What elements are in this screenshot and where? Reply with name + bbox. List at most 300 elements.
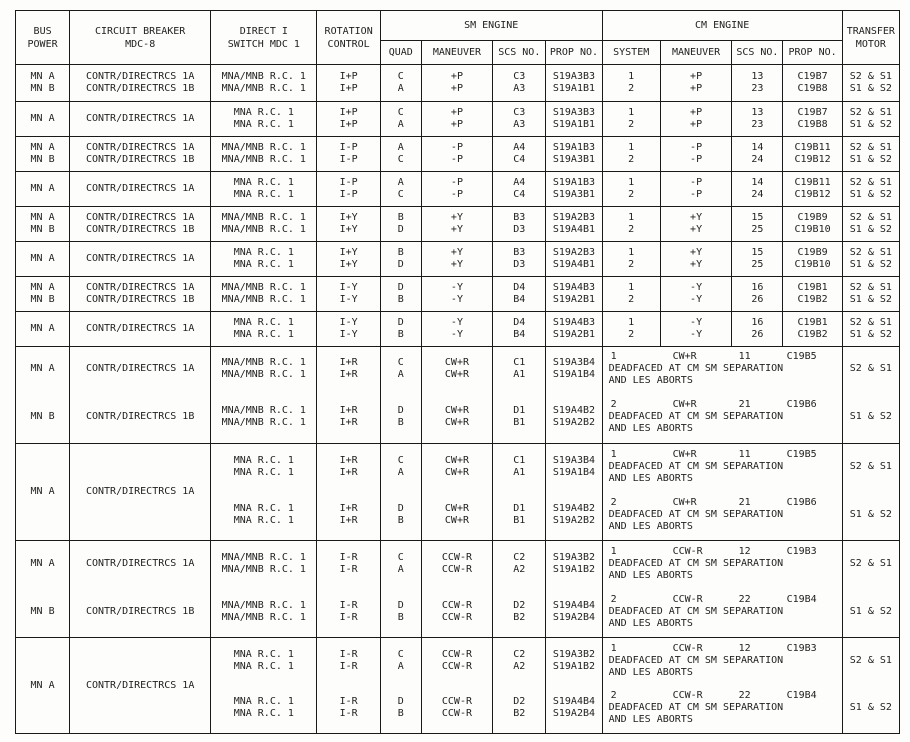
direct-switch-cell <box>211 207 317 242</box>
transfer-motor-cell <box>842 347 899 392</box>
cell-line: CW+R <box>444 515 469 527</box>
cell-line: S1 & S2 <box>849 294 892 305</box>
sm-prop-cell <box>546 102 602 137</box>
cm-sys-value: 1 <box>610 351 617 363</box>
sm-prop-cell <box>546 347 602 392</box>
deadfaced-note: DEADFACED AT CM SM SEPARATION <box>608 461 784 473</box>
cell-line: 13 <box>751 107 764 118</box>
cell-line: 25 <box>751 259 764 270</box>
cell-line: S2 & S1 <box>849 107 892 118</box>
cell-line: B <box>397 708 404 720</box>
cell-line: 1 <box>628 71 635 82</box>
cm-scs-cell <box>732 137 783 172</box>
cell-line: CONTR/DIRECTRCS 1A <box>85 282 195 293</box>
table-row <box>16 588 900 638</box>
cell-line: I-R <box>339 660 358 672</box>
direct-switch-cell <box>211 491 317 541</box>
direct-switch-cell <box>211 65 317 102</box>
cell-line: D <box>397 696 404 708</box>
cell-line: MN A <box>30 71 55 82</box>
cell-line: 2 <box>628 259 635 270</box>
sm-prop-cell <box>546 312 602 347</box>
cell-line: CCW-R <box>441 648 472 660</box>
sm-maneuver-cell <box>421 392 493 444</box>
rotation-control-cell <box>317 541 380 588</box>
cell-line: A4 <box>513 177 526 188</box>
deadfaced-note: AND LES ABORTS <box>608 521 693 533</box>
cell-line: 14 <box>751 142 764 153</box>
sm-maneuver-cell <box>421 102 493 137</box>
cell-line: 14 <box>751 177 764 188</box>
sm-scs-cell <box>493 638 546 684</box>
cm-scs-cell <box>732 242 783 277</box>
cell-line: S1 & S2 <box>849 83 892 94</box>
cell-line: I-R <box>339 696 358 708</box>
cell-line: MNA R.C. 1 <box>233 696 294 708</box>
cm-maneuver-cell <box>660 242 732 277</box>
cell-line: 2 <box>628 119 635 130</box>
table-row <box>16 392 900 444</box>
cell-line: S19A3B4 <box>552 357 596 369</box>
cm-prop-cell <box>783 172 842 207</box>
sm-scs-cell <box>493 347 546 392</box>
cell-line: C19B2 <box>797 329 828 340</box>
cell-line: 1 <box>628 142 635 153</box>
cell-line: MNA/MNB R.C. 1 <box>221 83 306 94</box>
cell-line: S19A2B2 <box>552 417 596 429</box>
cell-line: C1 <box>513 455 526 467</box>
cell-line: I+R <box>339 417 358 429</box>
bus-power-cell <box>16 312 70 347</box>
cm-scs-value: 12 <box>738 642 751 654</box>
direct-switch-cell <box>211 312 317 347</box>
cell-line: 26 <box>751 294 764 305</box>
transfer-motor-cell <box>842 588 899 638</box>
cell-line: 23 <box>751 83 764 94</box>
sm-prop-cell <box>546 541 602 588</box>
cell-line: C <box>397 189 404 200</box>
sm-scs-cell <box>493 491 546 541</box>
cell-line: C4 <box>513 154 526 165</box>
cm-prop-cell <box>783 242 842 277</box>
direct-switch-cell <box>211 444 317 491</box>
header-transfer-motor: TRANSFER MOTOR <box>842 11 899 65</box>
cm-prop-value: C19B5 <box>786 351 817 363</box>
cm-maneuver-cell <box>660 172 732 207</box>
deadfaced-note: DEADFACED AT CM SM SEPARATION <box>608 606 784 618</box>
cell-line: MN A <box>30 363 55 375</box>
cell-line: D1 <box>513 503 526 515</box>
sm-quad-cell <box>380 137 421 172</box>
bus-power-cell <box>16 137 70 172</box>
cell-line: MNA R.C. 1 <box>233 503 294 515</box>
direct-switch-cell <box>211 347 317 392</box>
cell-line: I+Y <box>339 247 358 258</box>
sm-scs-cell <box>493 277 546 312</box>
cell-line: MNA R.C. 1 <box>233 107 294 118</box>
cm-channel-line <box>609 449 840 461</box>
cell-line: D3 <box>513 224 526 235</box>
cell-line: MN B <box>30 606 55 618</box>
cell-line: 26 <box>751 329 764 340</box>
circuit-breaker-cell <box>70 172 211 207</box>
cell-line: D <box>397 317 404 328</box>
table-row <box>16 65 900 102</box>
cell-line: -P <box>450 142 463 153</box>
sm-scs-cell <box>493 65 546 102</box>
transfer-motor-cell <box>842 638 899 684</box>
cm-system-cell <box>602 312 660 347</box>
cell-line: CONTR/DIRECTRCS 1A <box>85 558 195 570</box>
cell-line: B1 <box>513 417 526 429</box>
cell-line: CONTR/DIRECTRCS 1B <box>85 83 195 94</box>
cm-scs-value: 11 <box>738 351 751 363</box>
cell-line: 15 <box>751 247 764 258</box>
table-row <box>16 541 900 588</box>
direct-switch-cell <box>211 102 317 137</box>
cell-line: S19A3B3 <box>552 107 596 118</box>
cell-line: S19A2B2 <box>552 515 596 527</box>
sm-prop-cell <box>546 137 602 172</box>
cell-line: S2 & S1 <box>849 247 892 258</box>
circuit-breaker-cell <box>70 444 211 541</box>
cm-man-value: CCW-R <box>672 642 703 654</box>
sm-quad-cell <box>380 347 421 392</box>
cell-line: I+R <box>339 405 358 417</box>
cell-line: CONTR/DIRECTRCS 1B <box>85 606 195 618</box>
cell-line: S19A1B1 <box>552 83 596 94</box>
cell-line: S19A4B3 <box>552 317 596 328</box>
cell-line: CW+R <box>444 405 469 417</box>
cell-line: S1 & S2 <box>849 259 892 270</box>
cm-scs-cell <box>732 207 783 242</box>
cell-line: D1 <box>513 405 526 417</box>
sm-maneuver-cell <box>421 444 493 491</box>
deadfaced-note: AND LES ABORTS <box>608 570 693 582</box>
bus-power-cell <box>16 444 70 541</box>
cm-prop-cell <box>783 102 842 137</box>
sm-quad-cell <box>380 242 421 277</box>
cell-line: MN A <box>30 282 55 293</box>
cell-line: I-P <box>339 177 358 188</box>
cell-line: CW+R <box>444 503 469 515</box>
cell-line: -P <box>450 189 463 200</box>
cell-line: C <box>397 455 404 467</box>
circuit-breaker-cell <box>70 347 211 392</box>
deadfaced-note: AND LES ABORTS <box>608 375 693 387</box>
cell-line: +P <box>690 71 703 82</box>
cell-line: CCW-R <box>441 612 472 624</box>
cell-line: S19A3B1 <box>552 189 596 200</box>
header-cm-maneuver: MANEUVER <box>660 41 732 65</box>
cell-line: +P <box>450 107 463 118</box>
cell-line: S19A4B4 <box>552 600 596 612</box>
sm-scs-cell <box>493 392 546 444</box>
cm-maneuver-cell <box>660 102 732 137</box>
cell-line: CONTR/DIRECTRCS 1B <box>85 224 195 235</box>
sm-quad-cell <box>380 102 421 137</box>
cm-system-cell <box>602 137 660 172</box>
cell-line: S19A2B3 <box>552 247 596 258</box>
cell-line: A4 <box>513 142 526 153</box>
rotation-control-cell <box>317 65 380 102</box>
bus-power-cell <box>16 588 70 638</box>
cell-line: S1 & S2 <box>849 119 892 130</box>
cell-line: C19B11 <box>794 177 831 188</box>
cell-line: MN A <box>30 253 55 264</box>
table-row <box>16 102 900 137</box>
cm-man-value: CCW-R <box>672 546 703 558</box>
sm-prop-cell <box>546 392 602 444</box>
cell-line: CW+R <box>444 467 469 479</box>
cell-line: I+P <box>339 107 358 118</box>
cell-line: S2 & S1 <box>849 142 892 153</box>
table-row <box>16 277 900 312</box>
cell-line: A <box>397 142 404 153</box>
cell-line: -Y <box>690 282 703 293</box>
header-sm-prop-no: PROP NO. <box>546 41 602 65</box>
circuit-breaker-cell <box>70 638 211 734</box>
cm-prop-cell <box>783 207 842 242</box>
circuit-breaker-cell <box>70 242 211 277</box>
sm-quad-cell <box>380 65 421 102</box>
cell-line: MNA R.C. 1 <box>233 189 294 200</box>
sm-quad-cell <box>380 172 421 207</box>
deadfaced-note: AND LES ABORTS <box>608 666 693 678</box>
cell-line: I+R <box>339 515 358 527</box>
deadfaced-note: AND LES ABORTS <box>608 618 693 630</box>
cell-line: S19A1B3 <box>552 142 596 153</box>
sm-quad-cell <box>380 541 421 588</box>
sm-quad-cell <box>380 392 421 444</box>
cell-line: MNA/MNB R.C. 1 <box>221 224 306 235</box>
table-row <box>16 444 900 491</box>
cell-line: +Y <box>690 247 703 258</box>
cell-line: S19A3B3 <box>552 71 596 82</box>
cell-line: CONTR/DIRECTRCS 1A <box>85 71 195 82</box>
cell-line: S2 & S1 <box>849 654 892 666</box>
cell-line: C <box>397 357 404 369</box>
cell-line: S2 & S1 <box>849 461 892 473</box>
direct-switch-cell <box>211 588 317 638</box>
rotation-control-cell <box>317 638 380 684</box>
cell-line: A3 <box>513 83 526 94</box>
cell-line: MN A <box>30 142 55 153</box>
header-cm-prop-no: PROP NO. <box>783 41 842 65</box>
cell-line: CCW-R <box>441 552 472 564</box>
cell-line: A1 <box>513 467 526 479</box>
cell-line: MN B <box>30 294 55 305</box>
cell-line: CONTR/DIRECTRCS 1A <box>85 253 195 264</box>
cell-line: 13 <box>751 71 764 82</box>
cell-line: C19B9 <box>797 247 828 258</box>
bus-power-cell <box>16 242 70 277</box>
sm-scs-cell <box>493 242 546 277</box>
deadfaced-note: DEADFACED AT CM SM SEPARATION <box>608 558 784 570</box>
cell-line: MN A <box>30 113 55 124</box>
sm-quad-cell <box>380 444 421 491</box>
cell-line: 15 <box>751 212 764 223</box>
cell-line: S19A3B2 <box>552 552 596 564</box>
header-sm-quad: QUAD <box>380 41 421 65</box>
cell-line: B <box>397 417 404 429</box>
transfer-motor-cell <box>842 277 899 312</box>
circuit-breaker-cell <box>70 541 211 588</box>
cell-line: 23 <box>751 119 764 130</box>
cm-prop-value: C19B4 <box>786 594 817 606</box>
deadfaced-note: DEADFACED AT CM SM SEPARATION <box>608 654 784 666</box>
cm-scs-cell <box>732 65 783 102</box>
table-row <box>16 347 900 392</box>
cell-line: I-P <box>339 154 358 165</box>
sm-scs-cell <box>493 588 546 638</box>
header-cm-system: SYSTEM <box>602 41 660 65</box>
cm-scs-value: 11 <box>738 449 751 461</box>
sm-maneuver-cell <box>421 172 493 207</box>
cell-line: -P <box>690 142 703 153</box>
cell-line: B <box>397 247 404 258</box>
cm-man-value: CCW-R <box>672 690 703 702</box>
rotation-control-cell <box>317 684 380 734</box>
cell-line: B3 <box>513 212 526 223</box>
cm-man-value: CW+R <box>672 497 697 509</box>
cell-line: MNA/MNB R.C. 1 <box>221 564 306 576</box>
cell-line: +Y <box>450 212 463 223</box>
cell-line: C19B12 <box>794 154 831 165</box>
transfer-motor-cell <box>842 207 899 242</box>
cell-line: MNA R.C. 1 <box>233 259 294 270</box>
cell-line: 2 <box>628 294 635 305</box>
cell-line: S19A4B4 <box>552 696 596 708</box>
cell-line: -P <box>450 177 463 188</box>
cell-line: C19B8 <box>797 119 828 130</box>
rcs-wiring-table <box>15 10 900 734</box>
cell-line: -Y <box>450 282 463 293</box>
cm-sys-value: 2 <box>610 690 617 702</box>
cm-scs-value: 21 <box>738 399 751 411</box>
sm-maneuver-cell <box>421 684 493 734</box>
cell-line: MNA/MNB R.C. 1 <box>221 71 306 82</box>
cell-line: B <box>397 612 404 624</box>
cell-line: C19B2 <box>797 294 828 305</box>
cell-line: B2 <box>513 612 526 624</box>
cell-line: B4 <box>513 329 526 340</box>
cell-line: -Y <box>450 294 463 305</box>
circuit-breaker-cell <box>70 312 211 347</box>
cell-line: B1 <box>513 515 526 527</box>
cell-line: I-Y <box>339 329 358 340</box>
cell-line: MN A <box>30 323 55 334</box>
transfer-motor-cell <box>842 312 899 347</box>
cell-line: CCW-R <box>441 696 472 708</box>
cell-line: -Y <box>450 329 463 340</box>
circuit-breaker-cell <box>70 137 211 172</box>
cell-line: -Y <box>690 329 703 340</box>
cell-line: S19A4B2 <box>552 503 596 515</box>
sm-maneuver-cell <box>421 491 493 541</box>
cell-line: D <box>397 224 404 235</box>
table-row <box>16 312 900 347</box>
bus-power-cell <box>16 347 70 392</box>
cell-line: CONTR/DIRECTRCS 1A <box>85 679 195 691</box>
cell-line: B <box>397 294 404 305</box>
cell-line: S1 & S2 <box>849 606 892 618</box>
rotation-control-cell <box>317 137 380 172</box>
sm-maneuver-cell <box>421 207 493 242</box>
deadfaced-note: AND LES ABORTS <box>608 423 693 435</box>
cell-line: -P <box>690 177 703 188</box>
sm-maneuver-cell <box>421 277 493 312</box>
cell-line: +P <box>690 107 703 118</box>
cell-line: S19A3B4 <box>552 455 596 467</box>
cm-prop-value: C19B3 <box>786 642 817 654</box>
sm-prop-cell <box>546 207 602 242</box>
transfer-motor-cell <box>842 65 899 102</box>
cell-line: S1 & S2 <box>849 154 892 165</box>
cell-line: MNA/MNB R.C. 1 <box>221 417 306 429</box>
circuit-breaker-cell <box>70 207 211 242</box>
cell-line: D <box>397 405 404 417</box>
deadfaced-note: AND LES ABORTS <box>608 714 693 726</box>
circuit-breaker-cell <box>70 392 211 444</box>
cell-line: S19A1B3 <box>552 177 596 188</box>
cm-prop-cell <box>783 137 842 172</box>
header-cm-scs-no: SCS NO. <box>732 41 783 65</box>
cell-line: D2 <box>513 600 526 612</box>
cell-line: MNA/MNB R.C. 1 <box>221 154 306 165</box>
cm-scs-cell <box>732 312 783 347</box>
table-row <box>16 638 900 684</box>
cell-line: S19A4B1 <box>552 224 596 235</box>
sm-maneuver-cell <box>421 137 493 172</box>
sm-quad-cell <box>380 684 421 734</box>
cell-line: S19A1B4 <box>552 467 596 479</box>
sm-quad-cell <box>380 638 421 684</box>
cell-line: +P <box>450 83 463 94</box>
cell-line: 16 <box>751 317 764 328</box>
rotation-control-cell <box>317 242 380 277</box>
cell-line: B3 <box>513 247 526 258</box>
rotation-control-cell <box>317 588 380 638</box>
cell-line: MN B <box>30 224 55 235</box>
direct-switch-cell <box>211 137 317 172</box>
cell-line: C2 <box>513 648 526 660</box>
cell-line: -P <box>690 189 703 200</box>
cell-line: CW+R <box>444 357 469 369</box>
cell-line: I-R <box>339 564 358 576</box>
cell-line: C19B11 <box>794 142 831 153</box>
cell-line: I-R <box>339 648 358 660</box>
direct-switch-cell <box>211 242 317 277</box>
bus-power-cell <box>16 207 70 242</box>
cell-line: MNA/MNB R.C. 1 <box>221 369 306 381</box>
rotation-control-cell <box>317 347 380 392</box>
cell-line: C19B10 <box>794 224 831 235</box>
cell-line: -Y <box>450 317 463 328</box>
cell-line: +P <box>690 119 703 130</box>
sm-quad-cell <box>380 207 421 242</box>
cell-line: MNA/MNB R.C. 1 <box>221 612 306 624</box>
cell-line: S19A4B1 <box>552 259 596 270</box>
cell-line: S2 & S1 <box>849 317 892 328</box>
cm-man-value: CW+R <box>672 449 697 461</box>
cell-line: A <box>397 177 404 188</box>
direct-switch-cell <box>211 684 317 734</box>
cell-line: MNA R.C. 1 <box>233 455 294 467</box>
cell-line: S19A3B2 <box>552 648 596 660</box>
cm-maneuver-cell <box>660 312 732 347</box>
cm-prop-cell <box>783 65 842 102</box>
